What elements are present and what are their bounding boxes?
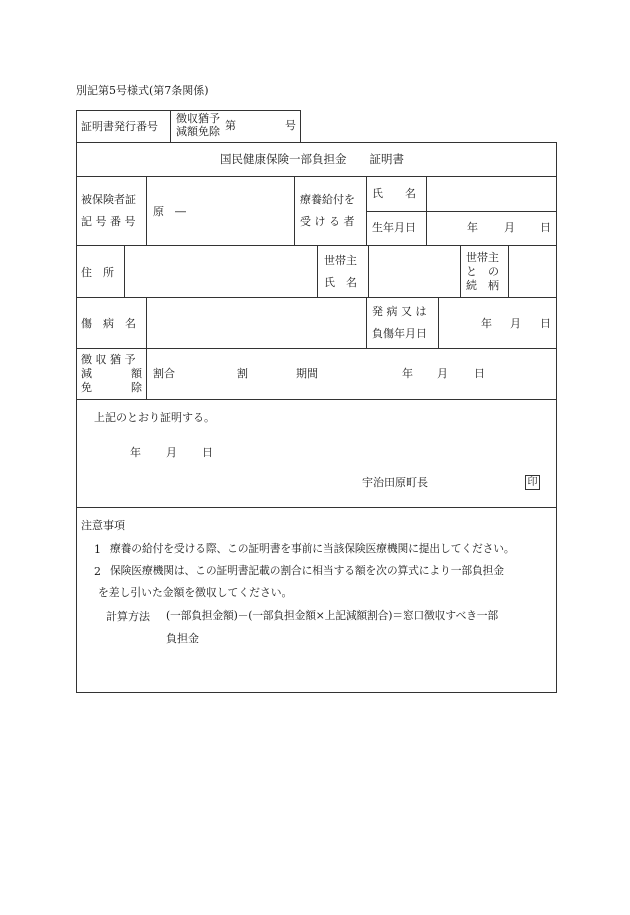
row-line-2 xyxy=(76,245,556,246)
reduction-label-line1: 徴 収 猶 予 xyxy=(81,353,136,366)
note-1-text: 療養の給付を受ける際、この証明書を事前に当該保険医療機関に提出してください。 xyxy=(110,542,515,555)
note-2-text-line2: を差し引いた金額を徴収してください。 xyxy=(98,586,293,599)
onset-day: 日 xyxy=(540,317,551,330)
reduction-label-line2a: 減 xyxy=(81,367,92,380)
row-line-5 xyxy=(76,399,556,400)
cert-prefix-line2: 減額免除 xyxy=(176,125,220,138)
symbol-label-line1: 被保険者証 xyxy=(81,193,136,206)
rate-unit: 割 xyxy=(237,367,248,380)
illness-col-1 xyxy=(146,297,147,348)
onset-label-line1: 発 病 又 は xyxy=(372,305,427,318)
period-label: 期間 xyxy=(296,367,318,380)
certification-statement: 上記のとおり証明する。 xyxy=(94,411,215,424)
householder-line2: 氏 名 xyxy=(324,276,357,289)
row-line-3 xyxy=(76,297,556,298)
cert-number-label: 証明書発行番号 xyxy=(81,120,158,133)
cert-box-left xyxy=(76,110,77,142)
cert-date-day: 日 xyxy=(202,446,213,459)
method-label: 計算方法 xyxy=(106,610,150,623)
onset-month: 月 xyxy=(510,317,521,330)
recipient-label-line2: 受 け る 者 xyxy=(300,215,355,228)
form-title: 国民健康保険一部負担金 証明書 xyxy=(220,152,404,166)
address-col-4 xyxy=(460,245,461,297)
name-label: 氏 名 xyxy=(372,187,416,200)
row-line-4 xyxy=(76,348,556,349)
cert-number-dai: 第 xyxy=(225,119,236,132)
period-month: 月 xyxy=(437,367,448,380)
illness-col-3 xyxy=(438,297,439,348)
period-day: 日 xyxy=(474,367,485,380)
reduction-col-1 xyxy=(146,348,147,399)
symbol-value: 原 ― xyxy=(153,205,186,218)
symbol-label-line2: 記 号 番 号 xyxy=(81,215,136,228)
notes-heading: 注意事項 xyxy=(81,519,125,532)
method-formula-line2: 負担金 xyxy=(166,632,199,645)
relation-line3: 続 柄 xyxy=(466,279,499,292)
cert-box-right xyxy=(300,110,301,142)
dob-day: 日 xyxy=(540,221,551,234)
dob-month: 月 xyxy=(504,221,515,234)
note-1-number: 1 xyxy=(94,543,101,556)
table-bottom xyxy=(76,692,557,693)
reduction-label-line3b: 除 xyxy=(131,381,142,394)
dob-year: 年 xyxy=(467,221,478,234)
address-col-2 xyxy=(317,245,318,297)
name-dob-divider xyxy=(366,211,556,212)
illness-col-2 xyxy=(366,297,367,348)
cert-box-top xyxy=(76,110,300,111)
cert-box-divider xyxy=(170,110,171,142)
table-left xyxy=(76,142,77,693)
table-top xyxy=(76,142,556,143)
row-line-1 xyxy=(76,176,556,177)
address-col-5 xyxy=(508,245,509,297)
relation-line1: 世帯主 xyxy=(466,251,499,264)
address-label: 住 所 xyxy=(81,266,114,279)
onset-label-line2: 負傷年月日 xyxy=(372,327,427,340)
method-formula-line1: (一部負担金額)－(一部負担金額×上記減額割合)＝窓口徴収すべき一部 xyxy=(166,609,498,622)
table-right xyxy=(556,142,557,693)
insured-col-1 xyxy=(146,176,147,245)
note-2-number: 2 xyxy=(94,565,101,578)
onset-year: 年 xyxy=(481,317,492,330)
illness-label: 傷 病 名 xyxy=(81,317,136,330)
cert-date-year: 年 xyxy=(130,446,141,459)
period-year: 年 xyxy=(402,367,413,380)
recipient-label-line1: 療養給付を xyxy=(300,193,355,206)
rate-label: 割合 xyxy=(153,367,175,380)
cert-date-month: 月 xyxy=(166,446,177,459)
dob-label: 生年月日 xyxy=(372,221,416,234)
reduction-label-line3a: 免 xyxy=(81,381,92,394)
note-2-text-line1: 保険医療機関は、この証明書記載の割合に相当する額を次の算式により一部負担金 xyxy=(110,564,504,577)
address-col-1 xyxy=(124,245,125,297)
relation-line2: と の xyxy=(466,265,499,278)
issuer-title: 宇治田原町長 xyxy=(362,476,428,489)
insured-col-2 xyxy=(294,176,295,245)
address-col-3 xyxy=(368,245,369,297)
row-line-6 xyxy=(76,507,556,508)
form-label: 別記第5号様式(第7条関係) xyxy=(76,84,209,97)
cert-number-go: 号 xyxy=(285,119,296,132)
householder-line1: 世帯主 xyxy=(324,254,357,267)
seal-mark: 印 xyxy=(525,475,540,490)
cert-prefix-line1: 徴収猶予 xyxy=(176,112,220,125)
reduction-label-line2b: 額 xyxy=(131,367,142,380)
